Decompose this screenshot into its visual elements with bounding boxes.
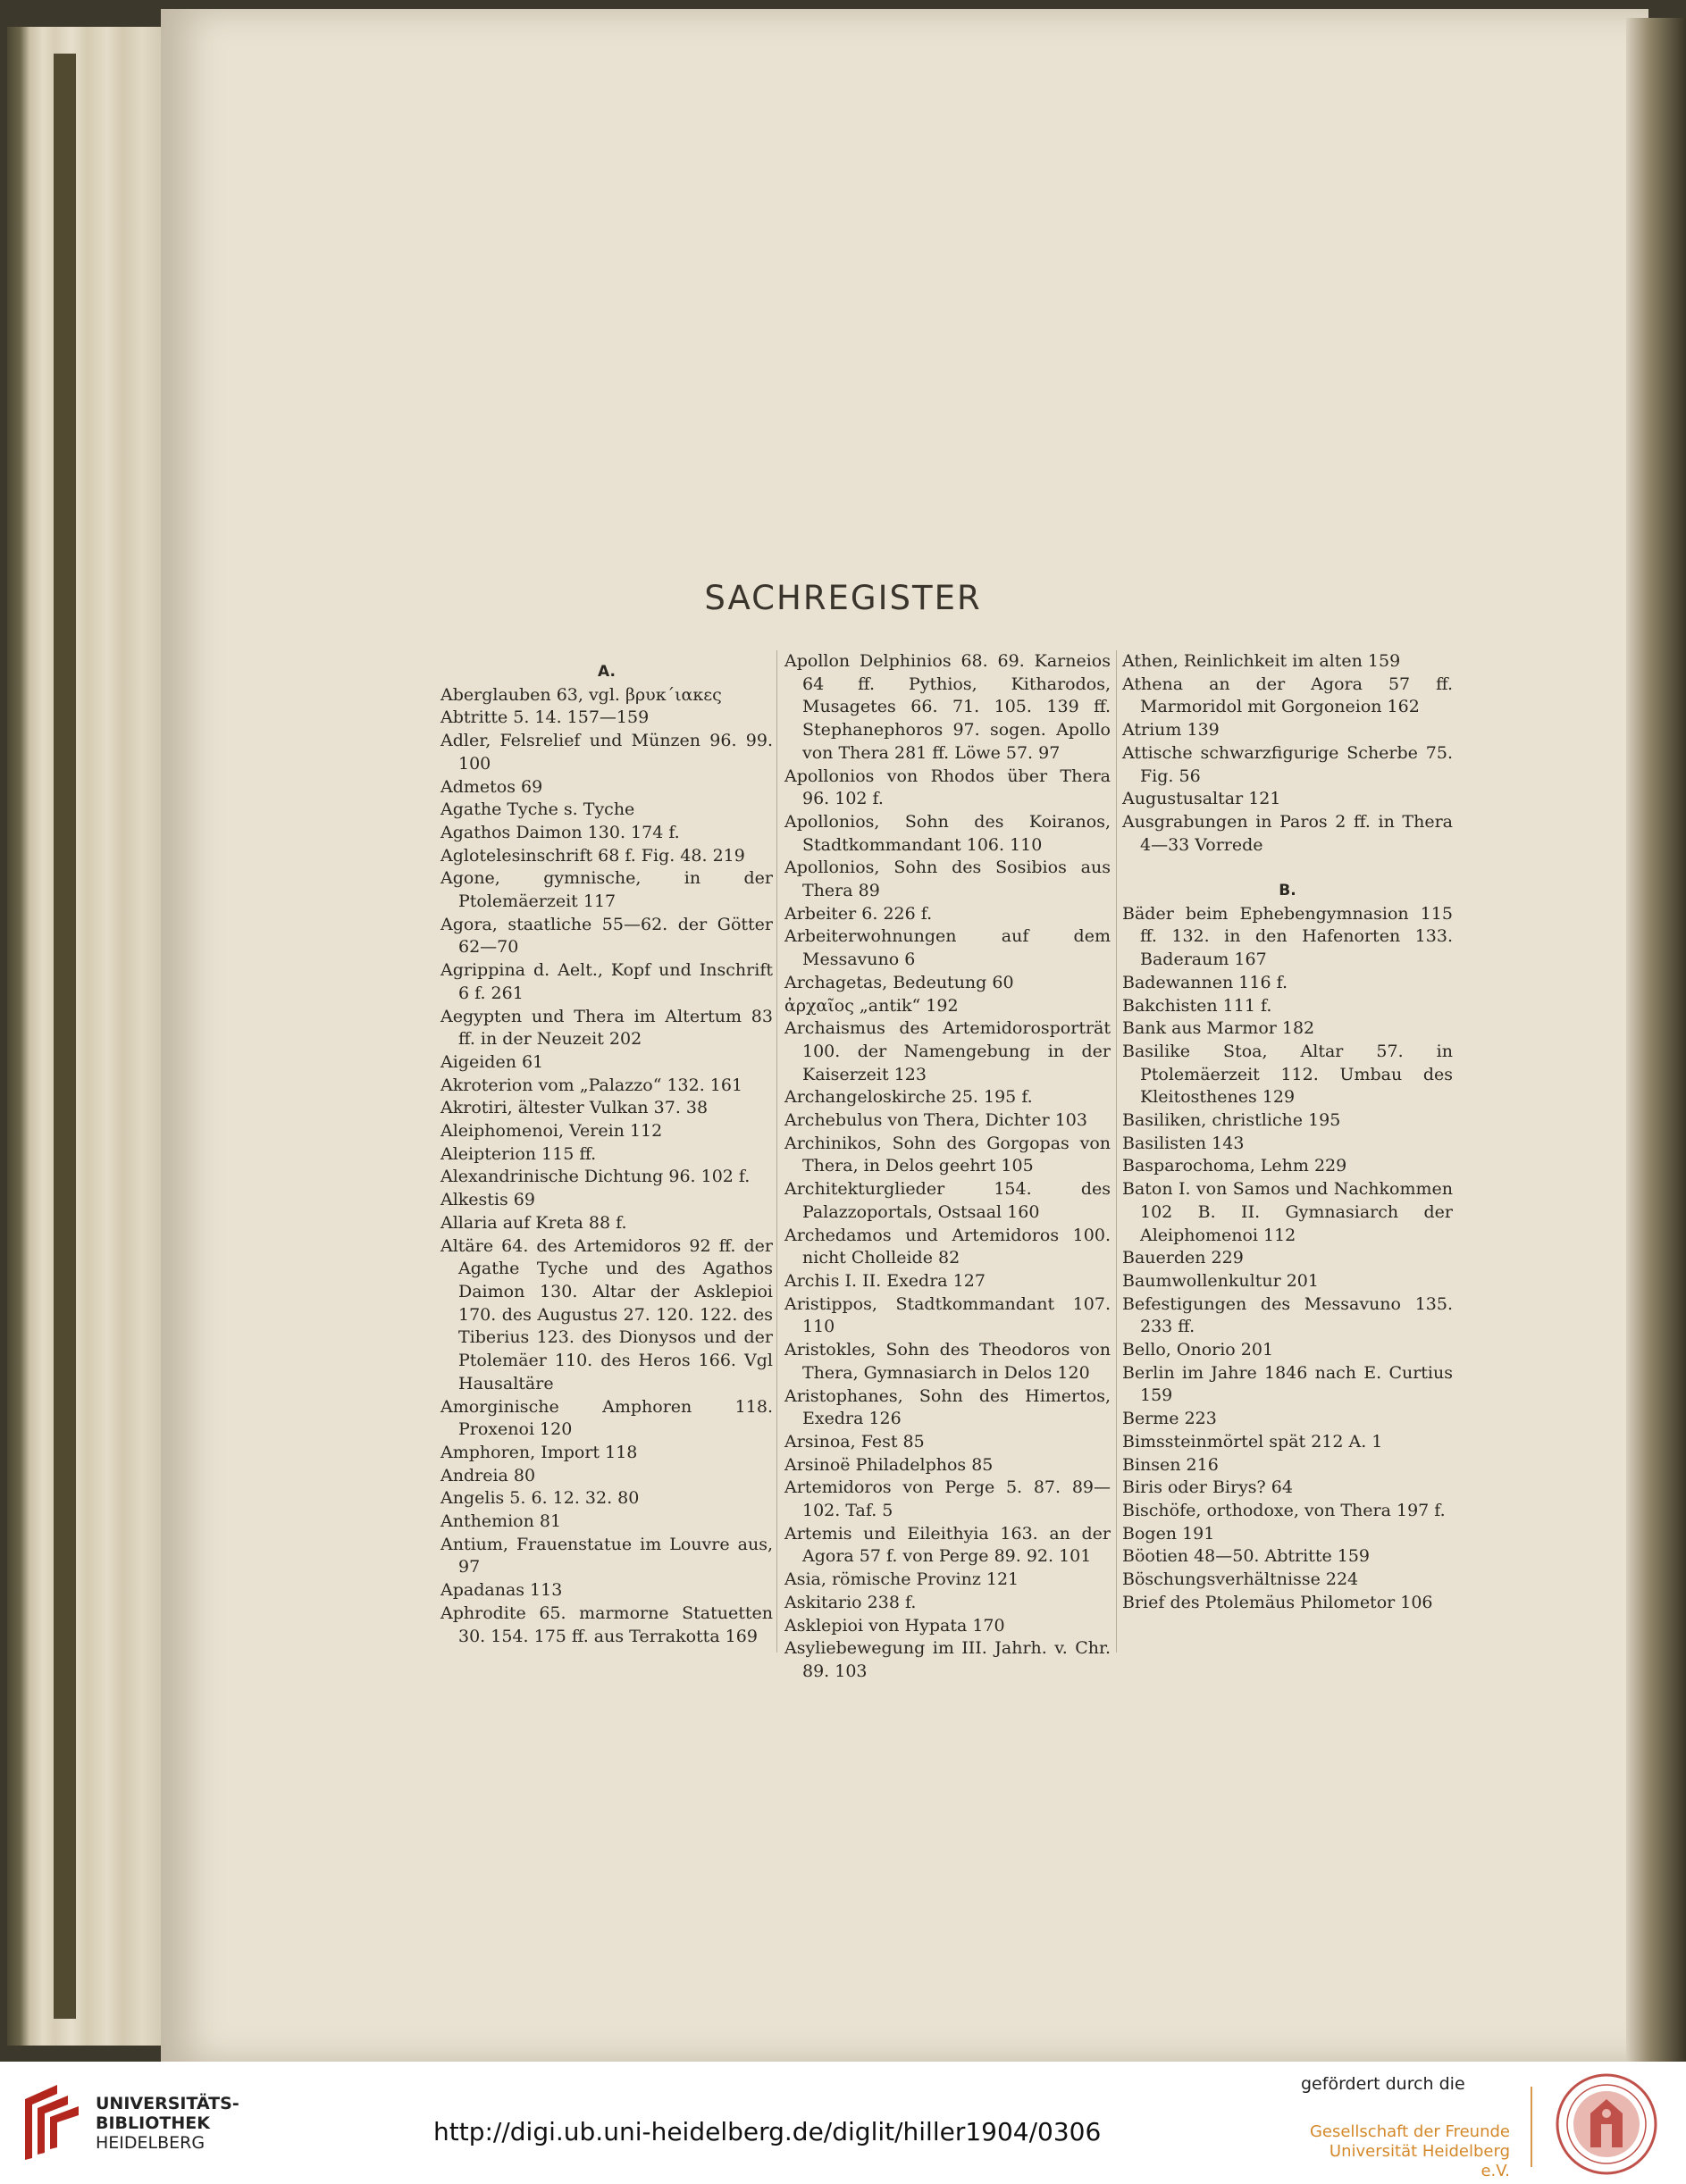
index-entry: Athen, Reinlichkeit im alten 159 [1122,651,1401,671]
index-entry: Archedamos und Artemidoros 100. nicht Cholleide 82 [784,1225,1111,1268]
column-rule [776,650,777,1653]
index-entry: Bogen 191 [1122,1523,1215,1544]
index-entry: Admetos 69 [440,776,543,797]
index-entry: Akroterion vom „Palazzo“ 132. 161 [440,1075,743,1095]
index-entry: Basilisten 143 [1122,1133,1245,1153]
book-gutter-shadow [1626,18,1686,2062]
index-entry: Bello, Onorio 201 [1122,1340,1274,1360]
index-entry: Andreia 80 [440,1465,536,1485]
index-entry: Aigeiden 61 [440,1051,544,1072]
index-entry: Berlin im Jahre 1846 nach E. Curtius 159 [1122,1362,1453,1406]
index-entry: Baumwollenkultur 201 [1122,1270,1319,1291]
index-entry: Biris oder Birys? 64 [1122,1477,1293,1498]
index-entry: Augustusaltar 121 [1122,789,1281,809]
index-entry: Basilike Stoa, Altar 57. in Ptolemäerzeit 112. Umbau des Kleitosthenes 129 [1122,1041,1453,1108]
index-entry: Aleiphomenoi, Verein 112 [440,1121,663,1142]
index-entry: Arsinoë Philadelphos 85 [784,1454,994,1475]
index-entry: Bank aus Marmor 182 [1122,1018,1315,1039]
index-entry: Agathe Tyche s. Tyche [440,799,635,820]
index-entry: Aleipterion 115 ff. [440,1143,597,1164]
index-entry: Apadanas 113 [440,1580,563,1601]
index-entry: Archangeloskirche 25. 195 f. [784,1087,1033,1108]
index-entry: Asyliebewegung im III. Jahrh. v. Chr. 89. 103 [784,1638,1111,1681]
index-entry: Aglotelesinschrift 68 f. Fig. 48. 219 [440,845,745,866]
index-entry: Aberglauben 63, vgl. βρυκ΄ιακες [440,684,722,705]
index-entry: Anthemion 81 [440,1511,562,1532]
permalink-url[interactable]: http://digi.ub.uni-heidelberg.de/diglit/hiller1904/0306 [433,2117,1102,2146]
index-entry: Böschungsverhältnisse 224 [1122,1569,1359,1590]
index-entry: Bäder beim Ephebengymnasion 115 ff. 132. in den Hafenorten 133. Baderaum 167 [1122,903,1453,970]
university-seal-icon [1555,2072,1658,2176]
index-entry: Altäre 64. des Artemidoros 92 ff. der Agathe Tyche und des Agathos Daimon 130. Altar der Asklepioi 170. des Augustus 27. 120. 122. des Tiberius 123. des Dionysos und der Ptolemäer 110. des Heros 166. Vgl Hausaltäre [440,1235,773,1393]
index-entry: Adler, Felsrelief und Münzen 96. 99. 100 [440,731,773,774]
index-entry: Archis I. II. Exedra 127 [784,1270,986,1291]
index-entry: Apollonios von Rhodos über Thera 96. 102 f. [784,766,1111,809]
section-spacer [1122,857,1453,880]
index-entry: Asklepioi von Hypata 170 [784,1615,1005,1636]
index-entry: Archinikos, Sohn des Gorgopas von Thera, in Delos geehrt 105 [784,1133,1111,1176]
index-entry: Arbeiterwohnungen auf dem Messavuno 6 [784,926,1111,970]
index-entry: Befestigungen des Messavuno 135. 233 ff. [1122,1293,1453,1337]
index-entry: Apollon Delphinios 68. 69. Karneios 64 ff. Pythios, Kitharodos, Musagetes 66. 71. 105. 139 ff. Stephanephoros 97. sogen. Apollo von Thera 281 ff. Löwe 57. 97 [784,651,1111,763]
index-entry: Baton I. von Samos und Nachkommen 102 B. II. Gymnasiarch der Aleiphomenoi 112 [1122,1179,1453,1245]
index-entry: Atrium 139 [1122,720,1220,741]
index-column-1 [440,650,773,1648]
index-entry: Asia, römische Provinz 121 [784,1569,1019,1590]
index-entry: Ausgrabungen in Paros 2 ff. in Thera 4—33 Vorrede [1122,811,1453,855]
index-entry: Archagetas, Bedeutung 60 [784,972,1014,992]
index-entry: Apollonios, Sohn des Sosibios aus Thera 89 [784,858,1111,901]
index-entry: Amphoren, Import 118 [440,1442,638,1462]
library-name-line: UNIVERSITÄTS- [96,2094,239,2113]
index-entry: Archebulus von Thera, Dichter 103 [784,1110,1087,1131]
viewer-footer [0,2062,1686,2184]
index-entry: Arsinoa, Fest 85 [784,1431,925,1452]
society-name [1301,2122,1510,2181]
index-entry: Aristophanes, Sohn des Himertos, Exedra 126 [784,1385,1111,1429]
index-entry: Athena an der Agora 57 ff. Marmoridol mit Gorgoneion 162 [1122,674,1453,717]
index-entry: Askitario 238 f. [784,1592,917,1612]
book-page-edges [7,27,168,2046]
society-name-line: Universität Heidelberg e.V. [1329,2142,1510,2180]
index-entry: Angelis 5. 6. 12. 32. 80 [440,1488,640,1509]
index-entry: Berme 223 [1122,1409,1217,1429]
index-entry: Abtritte 5. 14. 157—159 [440,707,650,728]
index-entry: Aegypten und Thera im Altertum 83 ff. in der Neuzeit 202 [440,1006,773,1050]
index-entry: Basiliken, christliche 195 [1122,1110,1341,1131]
column-rule [1116,650,1117,1653]
index-entry: Allaria auf Kreta 88 f. [440,1212,627,1233]
section-heading: A. [598,663,616,681]
index-entry: Arbeiter 6. 226 f. [784,903,933,924]
university-library-name [96,2094,239,2153]
index-column-2 [784,650,1111,1684]
index-entry: Agrippina d. Aelt., Kopf und Inschrift 6 f. 261 [440,960,773,1003]
index-entry: Aristippos, Stadtkommandant 107. 110 [784,1293,1111,1337]
index-column-3 [1122,650,1453,1615]
funded-by-text: gefördert durch die [1301,2074,1465,2094]
index-entry: Amorginische Amphoren 118. Proxenoi 120 [440,1396,773,1440]
index-entry: Agora, staatliche 55—62. der Götter 62—70 [440,914,773,958]
book-cover-edge [54,54,76,2019]
index-entry: Artemidoros von Perge 5. 87. 89—102. Taf. 5 [784,1477,1111,1521]
index-entry: Bimssteinmörtel spät 212 A. 1 [1122,1431,1383,1452]
index-entry: Agone, gymnische, in der Ptolemäerzeit 117 [440,868,773,912]
index-entry: Brief des Ptolemäus Philometor 106 [1122,1592,1433,1612]
university-library-logo-icon [18,2081,85,2163]
society-name-line: Gesellschaft der Freunde [1309,2122,1510,2141]
index-entry: Bischöfe, orthodoxe, von Thera 197 f. [1122,1501,1446,1520]
index-entry: Alkestis 69 [440,1190,535,1210]
index-entry: Agathos Daimon 130. 174 f. [440,822,680,842]
library-name-line: BIBLIOTHEK [96,2113,210,2133]
index-entry: Akrotiri, ältester Vulkan 37. 38 [440,1098,709,1118]
index-entry: Bakchisten 111 f. [1122,995,1272,1016]
index-entry: Apollonios, Sohn des Koiranos, Stadtkommandant 106. 110 [784,811,1111,855]
index-entry: Artemis und Eileithyia 163. an der Agora 57 f. von Perge 89. 92. 101 [784,1523,1111,1567]
index-entry: Archaismus des Artemidorosporträt 100. der Namengebung in der Kaiserzeit 123 [784,1018,1111,1084]
index-entry: Aristokles, Sohn des Theodoros von Thera, Gymnasiarch in Delos 120 [784,1340,1111,1383]
index-entry: Attische schwarzfigurige Scherbe 75. Fig. 56 [1122,742,1453,786]
index-entry: Bauerden 229 [1122,1248,1244,1268]
index-entry: Binsen 216 [1122,1454,1219,1475]
index-entry: Architekturglieder 154. des Palazzoportals, Ostsaal 160 [784,1179,1111,1222]
index-entry: Böotien 48—50. Abtritte 159 [1122,1546,1371,1567]
index-entry: Antium, Frauenstatue im Louvre aus, 97 [440,1534,773,1577]
library-name-line: HEIDELBERG [96,2133,206,2153]
page-title: SACHREGISTER [704,579,982,617]
footer-divider [1531,2087,1532,2167]
section-heading: B. [1279,882,1296,900]
index-entry: Badewannen 116 f. [1122,972,1288,992]
index-entry: Aphrodite 65. marmorne Statuetten 30. 154. 175 ff. aus Terrakotta 169 [440,1602,773,1646]
index-entry: ἀρχαῖος „antik“ 192 [784,995,959,1016]
index-entry: Alexandrinische Dichtung 96. 102 f. [440,1167,751,1187]
index-entry: Basparochoma, Lehm 229 [1122,1156,1347,1176]
